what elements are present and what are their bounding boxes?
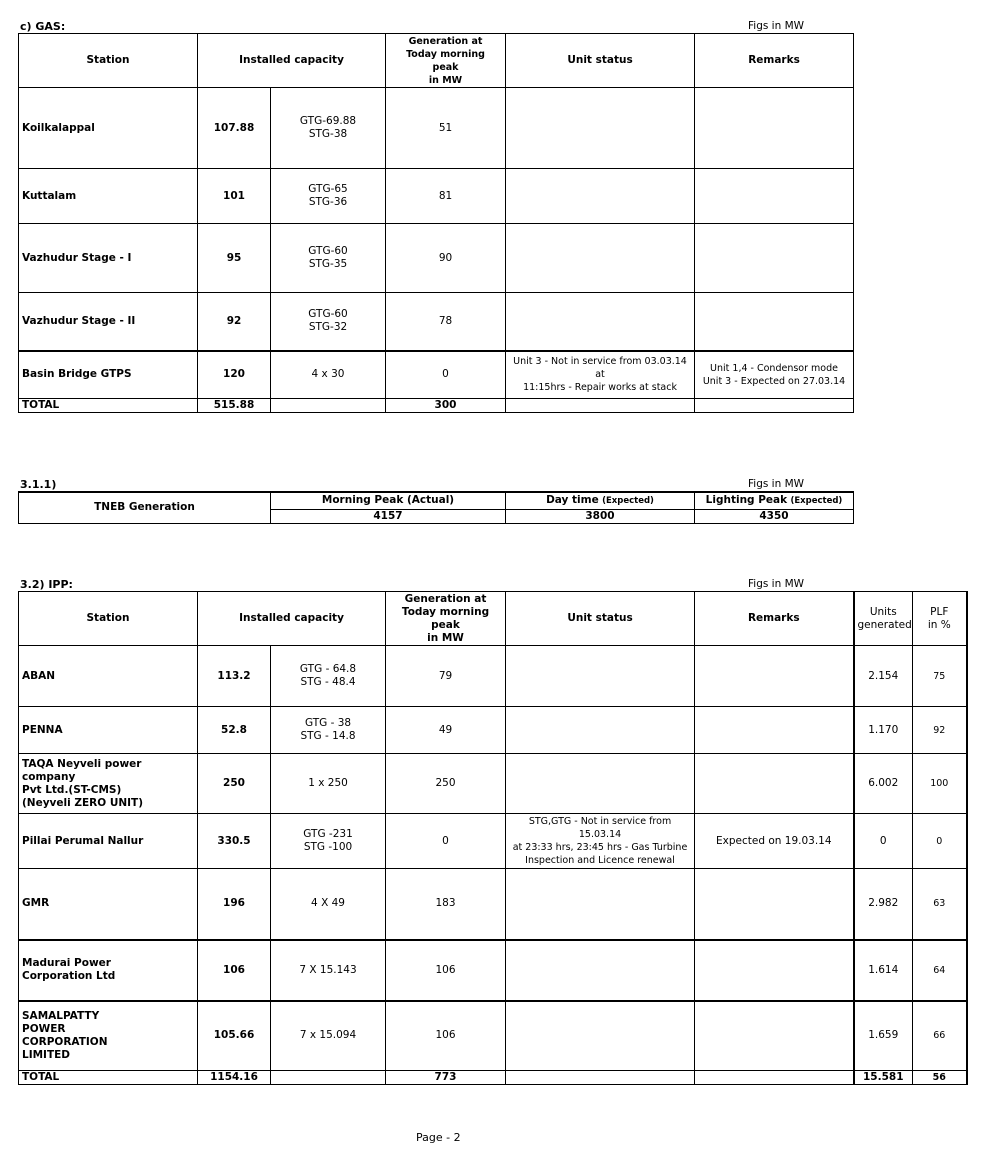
station-name: Kuttalam <box>19 169 198 224</box>
station-name: Koilkalappal <box>19 88 198 169</box>
plf-value: 66 <box>913 1001 967 1071</box>
ipp-figs-note: Figs in MW <box>748 578 805 590</box>
remarks <box>695 869 854 940</box>
remarks <box>695 707 854 754</box>
table-row <box>19 88 854 169</box>
ipp-header-generation: Generation at Today morning peak in MW <box>386 592 506 646</box>
unit-breakdown: 7 X 15.143 <box>271 940 386 1001</box>
table-row <box>19 1001 967 1071</box>
units-generated: 1.614 <box>854 940 913 1001</box>
plf-value: 75 <box>913 646 967 707</box>
station-name: Vazhudur Stage - II <box>19 293 198 351</box>
ipp-table <box>18 591 968 1085</box>
plf-value: 64 <box>913 940 967 1001</box>
remarks <box>695 940 854 1001</box>
generation-value: 106 <box>386 1001 506 1071</box>
ipp-header-plf: PLF in % <box>913 592 967 646</box>
empty-cell <box>271 399 386 413</box>
station-name: TAQA Neyveli power company Pvt Ltd.(ST-CMS) (Neyveli ZERO UNIT) <box>19 754 198 814</box>
ipp-header-units-generated: Units generated <box>854 592 913 646</box>
unit-breakdown: GTG - 64.8 STG - 48.4 <box>271 646 386 707</box>
total-units-generated: 15.581 <box>854 1071 913 1085</box>
ipp-header-installed: Installed capacity <box>198 592 386 646</box>
station-name: GMR <box>19 869 198 940</box>
installed-capacity: 196 <box>198 869 271 940</box>
gas-header-unit-status: Unit status <box>506 34 695 88</box>
units-generated: 0 <box>854 814 913 869</box>
installed-capacity: 105.66 <box>198 1001 271 1071</box>
day-time-expected: (Expected) <box>602 495 654 506</box>
unit-status <box>506 869 695 940</box>
gas-header-station: Station <box>19 34 198 88</box>
station-name: Pillai Perumal Nallur <box>19 814 198 869</box>
generation-value: 81 <box>386 169 506 224</box>
table-row <box>19 869 967 940</box>
gas-table <box>18 33 854 413</box>
remarks <box>695 293 854 351</box>
unit-status <box>506 293 695 351</box>
station-name: PENNA <box>19 707 198 754</box>
installed-capacity: 101 <box>198 169 271 224</box>
ipp-header-row <box>19 592 967 646</box>
installed-capacity: 330.5 <box>198 814 271 869</box>
gas-figs-note: Figs in MW <box>748 20 805 32</box>
units-generated: 1.170 <box>854 707 913 754</box>
installed-capacity: 250 <box>198 754 271 814</box>
tneb-table <box>18 491 854 524</box>
total-label: TOTAL <box>19 399 198 413</box>
empty-cell <box>695 1071 854 1085</box>
total-plf: 56 <box>913 1071 967 1085</box>
tneb-section-title: 3.1.1) <box>20 478 57 491</box>
units-generated: 1.659 <box>854 1001 913 1071</box>
page-number: Page - 2 <box>416 1131 461 1144</box>
unit-breakdown: GTG-65 STG-36 <box>271 169 386 224</box>
table-row <box>19 707 967 754</box>
remarks <box>695 224 854 293</box>
generation-value: 250 <box>386 754 506 814</box>
tneb-label: TNEB Generation <box>19 492 271 523</box>
morning-peak-value: 4157 <box>271 509 506 523</box>
empty-cell <box>695 399 854 413</box>
plf-value: 63 <box>913 869 967 940</box>
table-row <box>19 646 967 707</box>
unit-breakdown: 4 X 49 <box>271 869 386 940</box>
table-row <box>19 351 854 399</box>
unit-status <box>506 754 695 814</box>
unit-breakdown: GTG-60 STG-32 <box>271 293 386 351</box>
unit-status <box>506 88 695 169</box>
installed-capacity: 92 <box>198 293 271 351</box>
empty-cell <box>506 1071 695 1085</box>
generation-value: 49 <box>386 707 506 754</box>
remarks <box>695 169 854 224</box>
total-generation: 773 <box>386 1071 506 1085</box>
table-row <box>19 814 967 869</box>
remarks <box>695 88 854 169</box>
remarks <box>695 1001 854 1071</box>
unit-status: Unit 3 - Not in service from 03.03.14 at 11:15hrs - Repair works at stack <box>506 351 695 399</box>
total-label: TOTAL <box>19 1071 198 1085</box>
installed-capacity: 107.88 <box>198 88 271 169</box>
units-generated: 2.982 <box>854 869 913 940</box>
unit-status <box>506 940 695 1001</box>
table-row <box>19 754 967 814</box>
remarks: Unit 1,4 - Condensor mode Unit 3 - Expected on 27.03.14 <box>695 351 854 399</box>
unit-breakdown: GTG-60 STG-35 <box>271 224 386 293</box>
total-capacity: 1154.16 <box>198 1071 271 1085</box>
installed-capacity: 52.8 <box>198 707 271 754</box>
unit-breakdown: 4 x 30 <box>271 351 386 399</box>
station-name: ABAN <box>19 646 198 707</box>
gas-section-title: c) GAS: <box>20 20 66 33</box>
table-row <box>19 224 854 293</box>
installed-capacity: 106 <box>198 940 271 1001</box>
plf-value: 92 <box>913 707 967 754</box>
generation-value: 79 <box>386 646 506 707</box>
empty-cell <box>271 1071 386 1085</box>
units-generated: 6.002 <box>854 754 913 814</box>
unit-status: STG,GTG - Not in service from 15.03.14 at 23:33 hrs, 23:45 hrs - Gas Turbine Inspection and Licence renewal <box>506 814 695 869</box>
table-row <box>19 169 854 224</box>
ipp-section-title: 3.2) IPP: <box>20 578 73 591</box>
installed-capacity: 113.2 <box>198 646 271 707</box>
day-time-value: 3800 <box>506 509 695 523</box>
plf-value: 100 <box>913 754 967 814</box>
ipp-header-unit-status: Unit status <box>506 592 695 646</box>
units-generated: 2.154 <box>854 646 913 707</box>
tneb-figs-note: Figs in MW <box>748 478 805 490</box>
morning-peak-label: Morning Peak (Actual) <box>271 492 506 509</box>
gas-header-remarks: Remarks <box>695 34 854 88</box>
lighting-peak-header <box>695 492 854 509</box>
generation-value: 0 <box>386 814 506 869</box>
remarks <box>695 646 854 707</box>
installed-capacity: 95 <box>198 224 271 293</box>
unit-status <box>506 646 695 707</box>
plf-value: 0 <box>913 814 967 869</box>
lighting-peak-value: 4350 <box>695 509 854 523</box>
gas-header-generation: Generation at Today morning peak in MW <box>386 34 506 88</box>
unit-status <box>506 224 695 293</box>
remarks <box>695 754 854 814</box>
installed-capacity: 120 <box>198 351 271 399</box>
unit-status <box>506 169 695 224</box>
gas-header-row <box>19 34 854 88</box>
ipp-total-row <box>19 1071 967 1085</box>
unit-status <box>506 1001 695 1071</box>
unit-breakdown: GTG - 38 STG - 14.8 <box>271 707 386 754</box>
table-row <box>19 293 854 351</box>
gas-header-installed: Installed capacity <box>198 34 386 88</box>
station-name: Madurai Power Corporation Ltd <box>19 940 198 1001</box>
generation-value: 90 <box>386 224 506 293</box>
table-row <box>19 940 967 1001</box>
generation-value: 78 <box>386 293 506 351</box>
total-capacity: 515.88 <box>198 399 271 413</box>
tneb-header-row <box>19 492 854 509</box>
unit-breakdown: GTG-69.88 STG-38 <box>271 88 386 169</box>
total-generation: 300 <box>386 399 506 413</box>
unit-breakdown: 7 x 15.094 <box>271 1001 386 1071</box>
generation-value: 0 <box>386 351 506 399</box>
unit-breakdown: GTG -231 STG -100 <box>271 814 386 869</box>
gas-total-row <box>19 399 854 413</box>
empty-cell <box>506 399 695 413</box>
unit-breakdown: 1 x 250 <box>271 754 386 814</box>
day-time-header <box>506 492 695 509</box>
unit-status <box>506 707 695 754</box>
generation-value: 106 <box>386 940 506 1001</box>
station-name: SAMALPATTY POWER CORPORATION LIMITED <box>19 1001 198 1071</box>
lighting-peak-expected: (Expected) <box>790 495 843 506</box>
station-name: Vazhudur Stage - I <box>19 224 198 293</box>
ipp-header-remarks: Remarks <box>695 592 854 646</box>
lighting-peak-label: Lighting Peak <box>705 493 788 506</box>
station-name: Basin Bridge GTPS <box>19 351 198 399</box>
remarks: Expected on 19.03.14 <box>695 814 854 869</box>
day-time-label: Day time <box>546 493 599 506</box>
ipp-header-station: Station <box>19 592 198 646</box>
generation-value: 51 <box>386 88 506 169</box>
generation-value: 183 <box>386 869 506 940</box>
